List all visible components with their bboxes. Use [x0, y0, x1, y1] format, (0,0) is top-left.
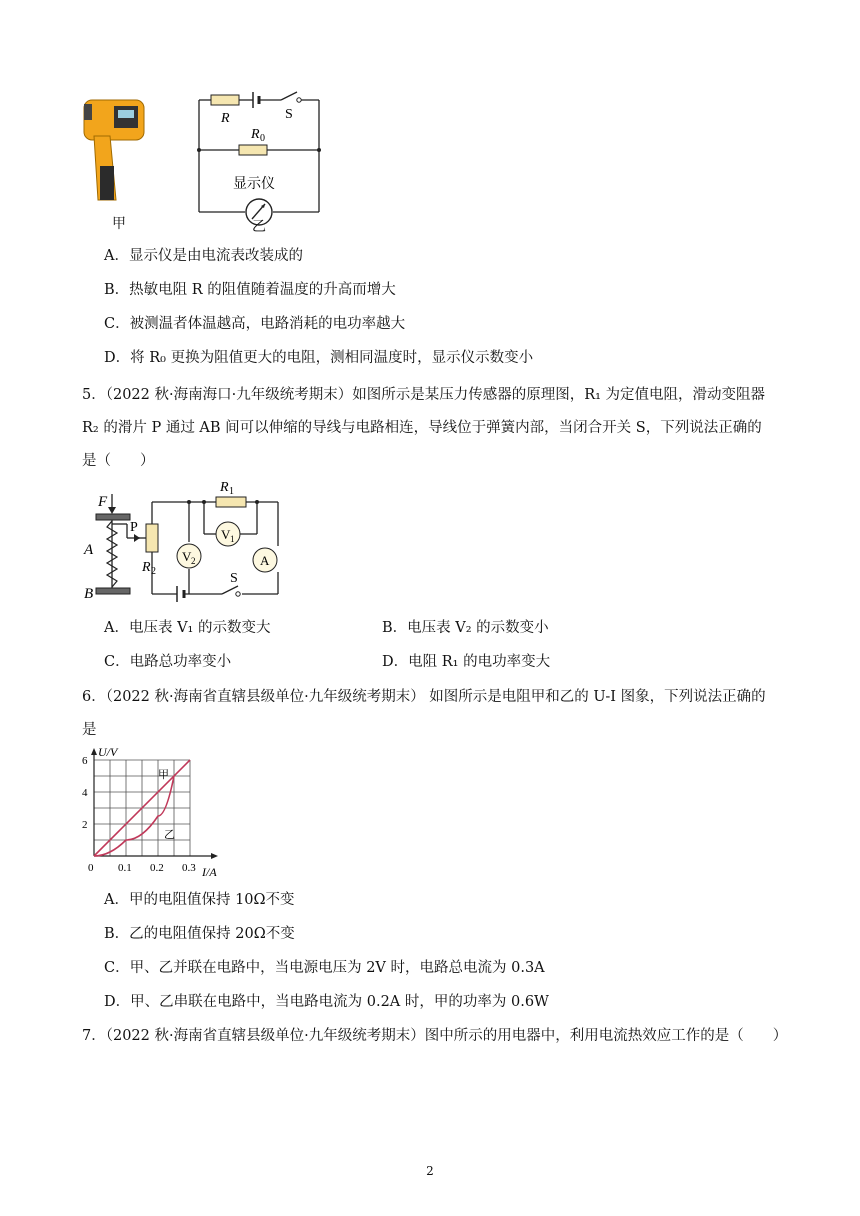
rheostat-r2 — [146, 524, 158, 552]
series-label-yi: 乙 — [164, 828, 175, 841]
q4-option-c: C．被测温者体温越高，电路消耗的电功率越大 — [104, 316, 406, 332]
q7-stem-line1: 7．（2022 秋·海南省直辖县级单位·九年级统考期末）图中所示的用电器中，利用电流热效应工作的是（ ） — [82, 1028, 788, 1044]
resistor-r0 — [239, 145, 267, 155]
label-r2-sub: 2 — [151, 566, 156, 577]
q5-option-d: D．电阻 R₁ 的电功率变大 — [382, 654, 551, 670]
q6-stem-line2: 是 — [82, 722, 97, 738]
fig-label-yi: 乙 — [252, 219, 266, 235]
label-v2: V — [182, 549, 192, 564]
y-tick-label: 2 — [82, 819, 88, 831]
label-r: R — [221, 111, 230, 126]
q4-option-a: A．显示仪是由电流表改装成的 — [104, 248, 303, 264]
q6-stem-line1: 6．（2022 秋·海南省直辖县级单位·九年级统考期末） 如图所示是电阻甲和乙的 U-I 图象，下列说法正确的 — [82, 689, 766, 705]
q5-option-a: A．电压表 V₁ 的示数变大 — [104, 620, 271, 636]
q4-option-b: B．热敏电阻 R 的阻值随着温度的升高而增大 — [104, 282, 396, 298]
q4-option-d: D．将 R₀ 更换为阻值更大的电阻，测相同温度时，显示仪示数变小 — [104, 350, 534, 366]
label-a: A — [84, 542, 94, 558]
label-f: F — [98, 494, 108, 510]
page-number: 2 — [426, 1164, 434, 1178]
label-s: S — [285, 107, 293, 122]
x-tick-label: 0.2 — [150, 862, 164, 874]
label-r1: R — [220, 480, 229, 495]
q5-stem-line3: 是（ ） — [82, 453, 155, 469]
series-label-jia: 甲 — [158, 768, 169, 781]
q6-option-d: D．甲、乙串联在电路中，当电路电流为 0.2A 时，甲的功率为 0.6W — [104, 994, 549, 1010]
label-s: S — [230, 571, 238, 586]
label-v1-sub: 1 — [230, 534, 235, 544]
thermometer-gun-icon — [80, 96, 150, 206]
x-tick-label: 0.3 — [182, 862, 196, 874]
pressure-sensor-circuit-diagram — [82, 474, 282, 608]
switch-s-icon — [236, 592, 240, 596]
label-r2: R — [142, 560, 151, 575]
label-r0-sub: 0 — [260, 133, 265, 144]
plate-a — [96, 514, 130, 520]
y-tick-label: 4 — [82, 787, 88, 799]
resistor-r — [211, 95, 239, 105]
label-r0: R — [251, 127, 260, 142]
fig-label-jia: 甲 — [112, 216, 126, 232]
q5-option-b: B．电压表 V₂ 的示数变小 — [382, 620, 549, 636]
label-p: P — [130, 520, 138, 535]
label-ammeter: A — [260, 553, 270, 568]
ui-graph — [78, 742, 228, 882]
resistor-r1 — [216, 497, 246, 507]
plate-b — [96, 588, 130, 594]
q5-stem-line2: R₂ 的滑片 P 通过 AB 间可以伸缩的导线与电路相连，导线位于弹簧内部，当闭合开关 S，下列说法正确的 — [82, 420, 762, 436]
x-tick-label: 0.1 — [118, 862, 132, 874]
q5-stem-line1: 5．（2022 秋·海南海口·九年级统考期末）如图所示是某压力传感器的原理图，R₁ 为定值电阻，滑动变阻器 — [82, 387, 766, 403]
q6-option-b: B．乙的电阻值保持 20Ω不变 — [104, 926, 295, 942]
label-v1: V — [221, 527, 231, 542]
x-tick-label: 0 — [88, 862, 94, 874]
q6-option-a: A．甲的电阻值保持 10Ω不变 — [104, 892, 295, 908]
x-axis-label: I/A — [202, 865, 217, 879]
label-b: B — [84, 586, 94, 602]
switch-s-icon — [297, 98, 301, 102]
y-tick-label: 6 — [82, 755, 88, 767]
label-v2-sub: 2 — [191, 556, 196, 566]
y-axis-label: U/V — [98, 745, 118, 759]
label-r1-sub: 1 — [229, 486, 234, 497]
q6-option-c: C．甲、乙并联在电路中，当电源电压为 2V 时，电路总电流为 0.3A — [104, 960, 545, 976]
label-display: 显示仪 — [233, 176, 275, 192]
thermometer-gun-image — [80, 96, 150, 206]
q5-option-c: C．电路总功率变小 — [104, 654, 232, 670]
